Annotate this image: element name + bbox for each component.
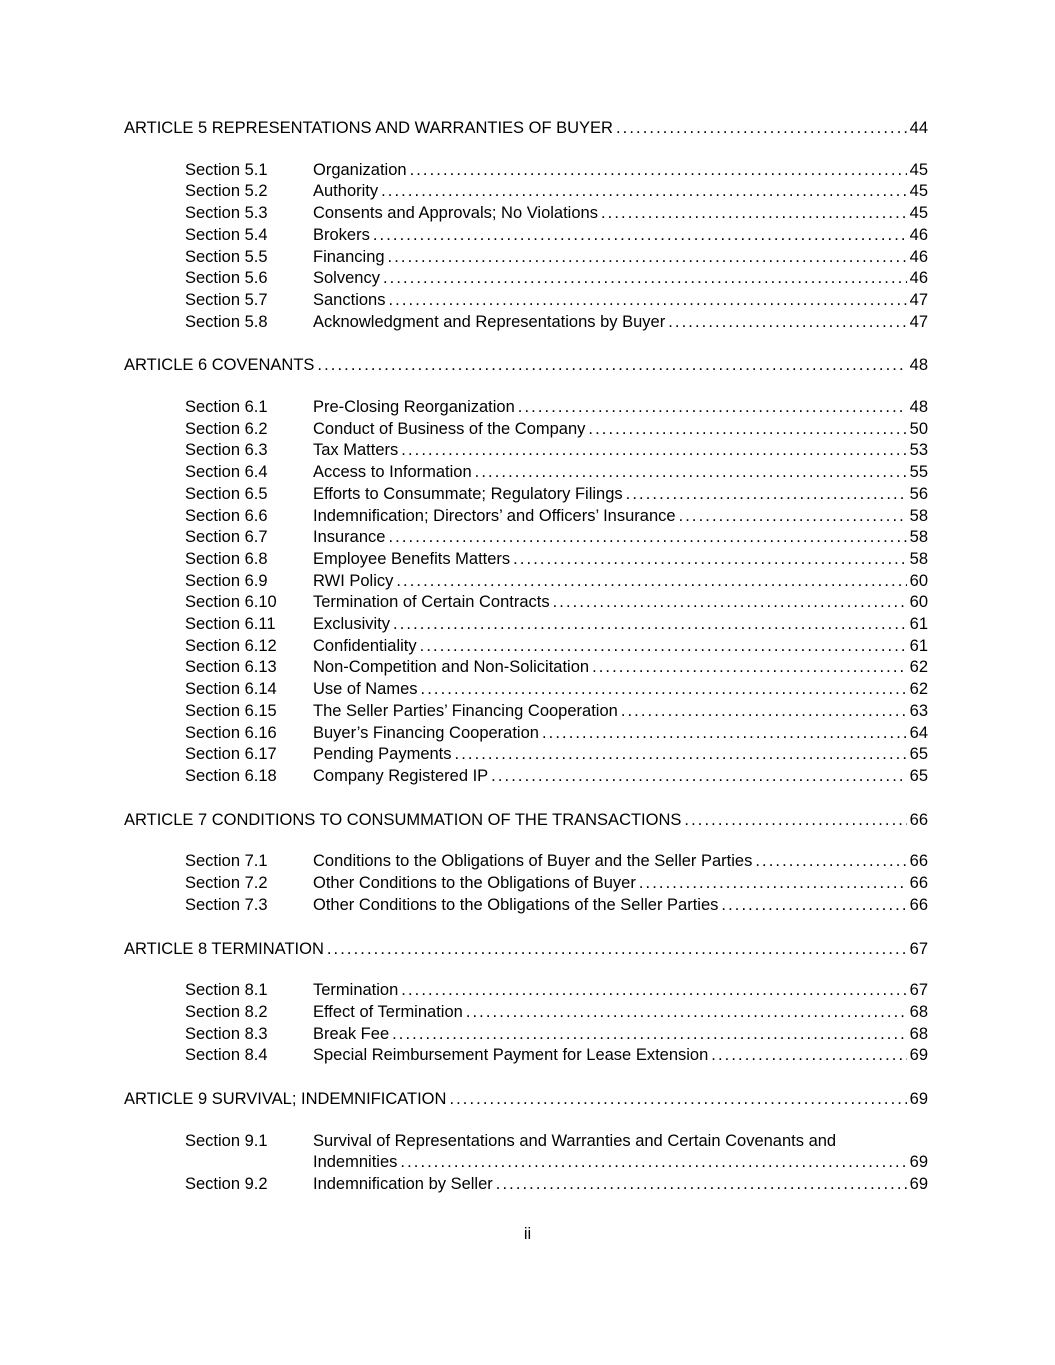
page-ref: 56 — [909, 484, 928, 503]
section-title-block — [313, 1002, 928, 1024]
section-row — [124, 419, 928, 441]
section-number: Section 9.1 — [185, 1131, 268, 1150]
section-title-line — [313, 614, 928, 636]
section-title-text: The Seller Parties’ Financing Cooperation — [313, 701, 618, 720]
section-number: Section 6.4 — [185, 463, 268, 482]
section-title-text: Brokers — [313, 225, 370, 244]
section-number: Section 7.3 — [185, 895, 268, 914]
section-number: Section 6.6 — [185, 506, 268, 525]
dot-leader — [401, 980, 906, 1002]
article-heading-text: ARTICLE 7 CONDITIONS TO CONSUMMATION OF THE TRANSACTIONS — [124, 810, 682, 829]
section-number: Section 5.8 — [185, 312, 268, 331]
section-title-text: Acknowledgment and Representations by Buyer — [313, 312, 666, 331]
dot-leader — [421, 679, 907, 701]
section-title-text: Other Conditions to the Obligations of Buyer — [313, 874, 636, 893]
dot-leader — [381, 181, 907, 203]
section-title-line — [313, 1152, 928, 1174]
section-title-text: Special Reimbursement Payment for Lease Extension — [313, 1046, 709, 1065]
section-number: Section 6.14 — [185, 680, 277, 699]
section-title-block — [313, 851, 928, 873]
page-ref: 66 — [909, 810, 928, 829]
page-ref: 44 — [909, 119, 928, 137]
section-title-line — [313, 744, 928, 766]
section-title-block — [313, 181, 928, 203]
dot-leader — [393, 614, 907, 636]
section-title-block — [313, 571, 928, 593]
section-row — [124, 895, 928, 917]
section-row — [124, 1002, 928, 1024]
section-number: Section 5.3 — [185, 204, 268, 223]
page-ref: 69 — [909, 1175, 928, 1194]
section-title-block — [313, 1131, 928, 1174]
section-row — [124, 312, 928, 334]
section-title-block — [313, 527, 928, 549]
section-row — [124, 462, 928, 484]
page-ref: 45 — [909, 182, 928, 201]
section-row — [124, 440, 928, 462]
section-row — [124, 290, 928, 312]
section-title-block — [313, 484, 928, 506]
section-title-block — [313, 657, 928, 679]
section-title-block — [313, 701, 928, 723]
page-ref: 69 — [909, 1090, 928, 1109]
page-ref: 69 — [909, 1153, 928, 1172]
page-ref: 64 — [909, 723, 928, 742]
section-number: Section 8.4 — [185, 1046, 268, 1065]
article-block — [124, 118, 928, 333]
section-title-line — [313, 592, 928, 614]
section-row — [124, 225, 928, 247]
dot-leader — [373, 225, 907, 247]
section-row — [124, 571, 928, 593]
section-title-line: Survival of Representations and Warranties and Certain Covenants and — [313, 1131, 837, 1150]
page-ref: 63 — [909, 701, 928, 720]
section-title-text: Tax Matters — [313, 441, 399, 460]
section-title-line — [313, 484, 928, 506]
page-ref: 45 — [909, 204, 928, 223]
section-number: Section 6.15 — [185, 701, 277, 720]
section-number: Section 5.5 — [185, 247, 268, 266]
section-row — [124, 268, 928, 290]
dot-leader — [388, 290, 906, 312]
section-title-text: Insurance — [313, 528, 386, 547]
page-ref: 46 — [909, 247, 928, 266]
article-heading-row — [124, 810, 928, 832]
page-ref: 50 — [909, 419, 928, 438]
page-ref: 45 — [909, 160, 928, 179]
section-title-line — [313, 851, 928, 873]
section-number: Section 6.8 — [185, 549, 268, 568]
section-row — [124, 592, 928, 614]
section-title-text: Sanctions — [313, 290, 386, 309]
section-title-text: Non-Competition and Non-Solicitation — [313, 658, 590, 677]
section-title-text: Solvency — [313, 269, 380, 288]
section-number: Section 9.2 — [185, 1175, 268, 1194]
dot-leader — [588, 419, 906, 441]
page-ref: 65 — [909, 766, 928, 785]
section-title-block — [313, 895, 928, 917]
section-title-text: Indemnities — [313, 1153, 398, 1172]
section-title-line — [313, 440, 928, 462]
section-row — [124, 980, 928, 1002]
section-number: Section 6.17 — [185, 745, 277, 764]
section-title-text: Employee Benefits Matters — [313, 549, 511, 568]
section-title-block — [313, 290, 928, 312]
section-title-block — [313, 160, 928, 182]
section-title-line — [313, 895, 928, 917]
section-title-line — [313, 397, 928, 419]
article-block — [124, 810, 928, 917]
article-heading-row — [124, 355, 928, 377]
dot-leader — [755, 851, 906, 873]
section-title-block — [313, 268, 928, 290]
section-title-text: Effect of Termination — [313, 1002, 463, 1021]
section-title-line — [313, 506, 928, 528]
dot-leader — [518, 397, 907, 419]
section-row — [124, 723, 928, 745]
section-title-line — [313, 873, 928, 895]
dot-leader — [542, 723, 907, 745]
dot-leader — [679, 506, 907, 528]
section-title-line — [313, 181, 928, 203]
section-number: Section 5.4 — [185, 225, 268, 244]
article-block — [124, 355, 928, 787]
dot-leader — [491, 766, 906, 788]
section-title-block — [313, 744, 928, 766]
page-ref: 68 — [909, 1024, 928, 1043]
section-title-line — [313, 701, 928, 723]
article-heading-row — [124, 1089, 928, 1111]
article-block — [124, 939, 928, 1068]
page-ref: 47 — [909, 290, 928, 309]
page-ref: 69 — [909, 1046, 928, 1065]
section-title-text: Consents and Approvals; No Violations — [313, 204, 598, 223]
page-ref: 65 — [909, 745, 928, 764]
dot-leader — [639, 873, 907, 895]
section-row — [124, 160, 928, 182]
section-title-block — [313, 873, 928, 895]
dot-leader — [317, 355, 906, 377]
section-number: Section 5.6 — [185, 269, 268, 288]
section-title-line — [313, 247, 928, 269]
section-title-line — [313, 657, 928, 679]
section-title-text: Indemnification by Seller — [313, 1175, 493, 1194]
section-title-block — [313, 636, 928, 658]
page-ref: 62 — [909, 680, 928, 699]
section-row — [124, 181, 928, 203]
section-number: Section 8.3 — [185, 1024, 268, 1043]
section-title-block — [313, 614, 928, 636]
article-heading-text: ARTICLE 6 COVENANTS — [124, 356, 315, 375]
section-title-block — [313, 679, 928, 701]
section-number: Section 6.2 — [185, 419, 268, 438]
page-ref: 48 — [909, 356, 928, 375]
dot-leader — [684, 810, 906, 832]
section-row — [124, 203, 928, 225]
page-ref: 66 — [909, 895, 928, 914]
dot-leader — [616, 118, 907, 140]
article-heading-row — [124, 939, 928, 961]
section-title-text: Pre-Closing Reorganization — [313, 398, 515, 417]
section-title-line — [313, 571, 928, 593]
section-row — [124, 1045, 928, 1067]
page-ref: 60 — [909, 571, 928, 590]
section-title-block — [313, 312, 928, 334]
section-number: Section 6.3 — [185, 441, 268, 460]
section-title-block — [313, 462, 928, 484]
section-title-line — [313, 1045, 928, 1067]
page-ref: 58 — [909, 528, 928, 547]
section-title-text: Use of Names — [313, 680, 418, 699]
section-number: Section 6.11 — [185, 615, 276, 634]
section-title-block — [313, 225, 928, 247]
dot-leader — [410, 160, 907, 182]
section-title-block — [313, 592, 928, 614]
page-ref: 48 — [909, 398, 928, 417]
table-of-contents — [124, 118, 928, 1196]
section-title-block — [313, 506, 928, 528]
section-number: Section 5.1 — [185, 160, 268, 179]
section-row — [124, 506, 928, 528]
section-title-text: Access to Information — [313, 463, 472, 482]
section-title-line — [313, 290, 928, 312]
section-title-block — [313, 723, 928, 745]
section-title-block — [313, 1174, 928, 1196]
dot-leader — [383, 268, 907, 290]
section-title-line — [313, 160, 928, 182]
section-title-block — [313, 419, 928, 441]
section-title-block — [313, 980, 928, 1002]
section-row — [124, 1024, 928, 1046]
section-title-line — [313, 527, 928, 549]
section-title-text: Buyer’s Financing Cooperation — [313, 723, 539, 742]
section-title-text: Company Registered IP — [313, 766, 489, 785]
page-ref: 46 — [909, 269, 928, 288]
article-heading-row — [124, 118, 928, 140]
section-row — [124, 1174, 928, 1196]
section-row — [124, 657, 928, 679]
dot-leader — [496, 1174, 907, 1196]
section-number: Section 5.2 — [185, 182, 268, 201]
section-title-line — [313, 462, 928, 484]
section-title-line — [313, 980, 928, 1002]
section-title-text: Efforts to Consummate; Regulatory Filings — [313, 484, 623, 503]
page-ref: 58 — [909, 506, 928, 525]
section-title-line — [313, 723, 928, 745]
section-title-block — [313, 440, 928, 462]
section-row — [124, 744, 928, 766]
section-title-line — [313, 225, 928, 247]
section-title-line — [313, 1002, 928, 1024]
section-row — [124, 1131, 928, 1174]
section-title-text: Termination — [313, 981, 399, 1000]
page-ref: 55 — [909, 463, 928, 482]
dot-leader — [513, 549, 906, 571]
dot-leader — [592, 657, 907, 679]
article-heading-text: ARTICLE 9 SURVIVAL; INDEMNIFICATION — [124, 1090, 447, 1109]
section-number: Section 7.2 — [185, 874, 268, 893]
dot-leader — [400, 1152, 906, 1174]
section-number: Section 6.10 — [185, 593, 277, 612]
section-row — [124, 636, 928, 658]
section-number: Section 7.1 — [185, 852, 268, 871]
section-title-line — [313, 766, 928, 788]
dot-leader — [466, 1002, 907, 1024]
page-ref: 61 — [909, 636, 928, 655]
footer-page-number: ii — [523, 1225, 532, 1243]
dot-leader — [668, 312, 906, 334]
section-row — [124, 484, 928, 506]
section-row — [124, 397, 928, 419]
page-ref: 60 — [909, 593, 928, 612]
section-row — [124, 527, 928, 549]
dot-leader — [721, 895, 906, 917]
section-number: Section 6.1 — [185, 398, 268, 417]
dot-leader — [420, 636, 907, 658]
section-row — [124, 549, 928, 571]
section-title-block — [313, 1045, 928, 1067]
article-heading-text: ARTICLE 8 TERMINATION — [124, 939, 324, 958]
dot-leader — [396, 571, 906, 593]
dot-leader — [455, 744, 907, 766]
dot-leader — [401, 440, 906, 462]
section-row — [124, 873, 928, 895]
section-title-text: Termination of Certain Contracts — [313, 593, 550, 612]
section-title-line — [313, 268, 928, 290]
section-number: Section 6.13 — [185, 658, 277, 677]
section-title-text: Other Conditions to the Obligations of the Seller Parties — [313, 895, 719, 914]
section-title-line — [313, 1174, 928, 1196]
section-title-text: Conduct of Business of the Company — [313, 419, 586, 438]
section-title-line — [313, 203, 928, 225]
dot-leader — [601, 203, 907, 225]
article-block — [124, 1089, 928, 1196]
section-row — [124, 614, 928, 636]
page-ref: 66 — [909, 874, 928, 893]
section-row — [124, 701, 928, 723]
section-number: Section 6.16 — [185, 723, 277, 742]
section-title-text: Pending Payments — [313, 745, 452, 764]
section-title-line — [313, 679, 928, 701]
dot-leader — [449, 1089, 906, 1111]
dot-leader — [711, 1045, 906, 1067]
dot-leader — [553, 592, 907, 614]
dot-leader — [621, 701, 907, 723]
page-ref: 62 — [909, 658, 928, 677]
section-number: Section 6.5 — [185, 484, 268, 503]
section-title-text: Exclusivity — [313, 615, 391, 634]
section-number: Section 6.7 — [185, 528, 268, 547]
page-ref: 67 — [909, 981, 928, 1000]
dot-leader — [388, 247, 907, 269]
dot-leader — [626, 484, 907, 506]
page-ref: 61 — [909, 615, 928, 634]
section-title-line — [313, 419, 928, 441]
section-title-text: Indemnification; Directors’ and Officers’ Insurance — [313, 506, 676, 525]
page-ref: 67 — [909, 939, 928, 958]
section-title-block — [313, 1024, 928, 1046]
section-title-text: Authority — [313, 182, 379, 201]
section-title-line — [313, 1024, 928, 1046]
article-heading-text: ARTICLE 5 REPRESENTATIONS AND WARRANTIES OF BUYER — [124, 119, 613, 137]
section-title-line — [313, 549, 928, 571]
page-ref: 53 — [909, 441, 928, 460]
section-title-text: Organization — [313, 160, 407, 179]
section-number: Section 8.1 — [185, 981, 268, 1000]
section-title-line — [313, 312, 928, 334]
section-row — [124, 766, 928, 788]
dot-leader — [388, 527, 906, 549]
section-row — [124, 851, 928, 873]
section-row — [124, 679, 928, 701]
section-number: Section 6.18 — [185, 766, 277, 785]
section-title-block — [313, 549, 928, 571]
page-ref: 47 — [909, 312, 928, 331]
page-ref: 66 — [909, 852, 928, 871]
page-ref: 68 — [909, 1002, 928, 1021]
section-title-line — [313, 636, 928, 658]
section-title-block — [313, 766, 928, 788]
page-ref: 46 — [909, 225, 928, 244]
dot-leader — [327, 939, 907, 961]
dot-leader — [392, 1024, 907, 1046]
section-number: Section 5.7 — [185, 290, 268, 309]
section-title-text: Conditions to the Obligations of Buyer and the Seller Parties — [313, 852, 753, 871]
section-title-text: RWI Policy — [313, 571, 394, 590]
section-row — [124, 247, 928, 269]
section-title-block — [313, 203, 928, 225]
section-title-text: Break Fee — [313, 1024, 390, 1043]
page-ref: 58 — [909, 549, 928, 568]
section-title-block — [313, 397, 928, 419]
section-number: Section 6.12 — [185, 636, 277, 655]
section-title-block — [313, 247, 928, 269]
section-title-text: Confidentiality — [313, 636, 417, 655]
section-number: Section 8.2 — [185, 1002, 268, 1021]
dot-leader — [475, 462, 907, 484]
section-number: Section 6.9 — [185, 571, 268, 590]
section-title-text: Financing — [313, 247, 385, 266]
